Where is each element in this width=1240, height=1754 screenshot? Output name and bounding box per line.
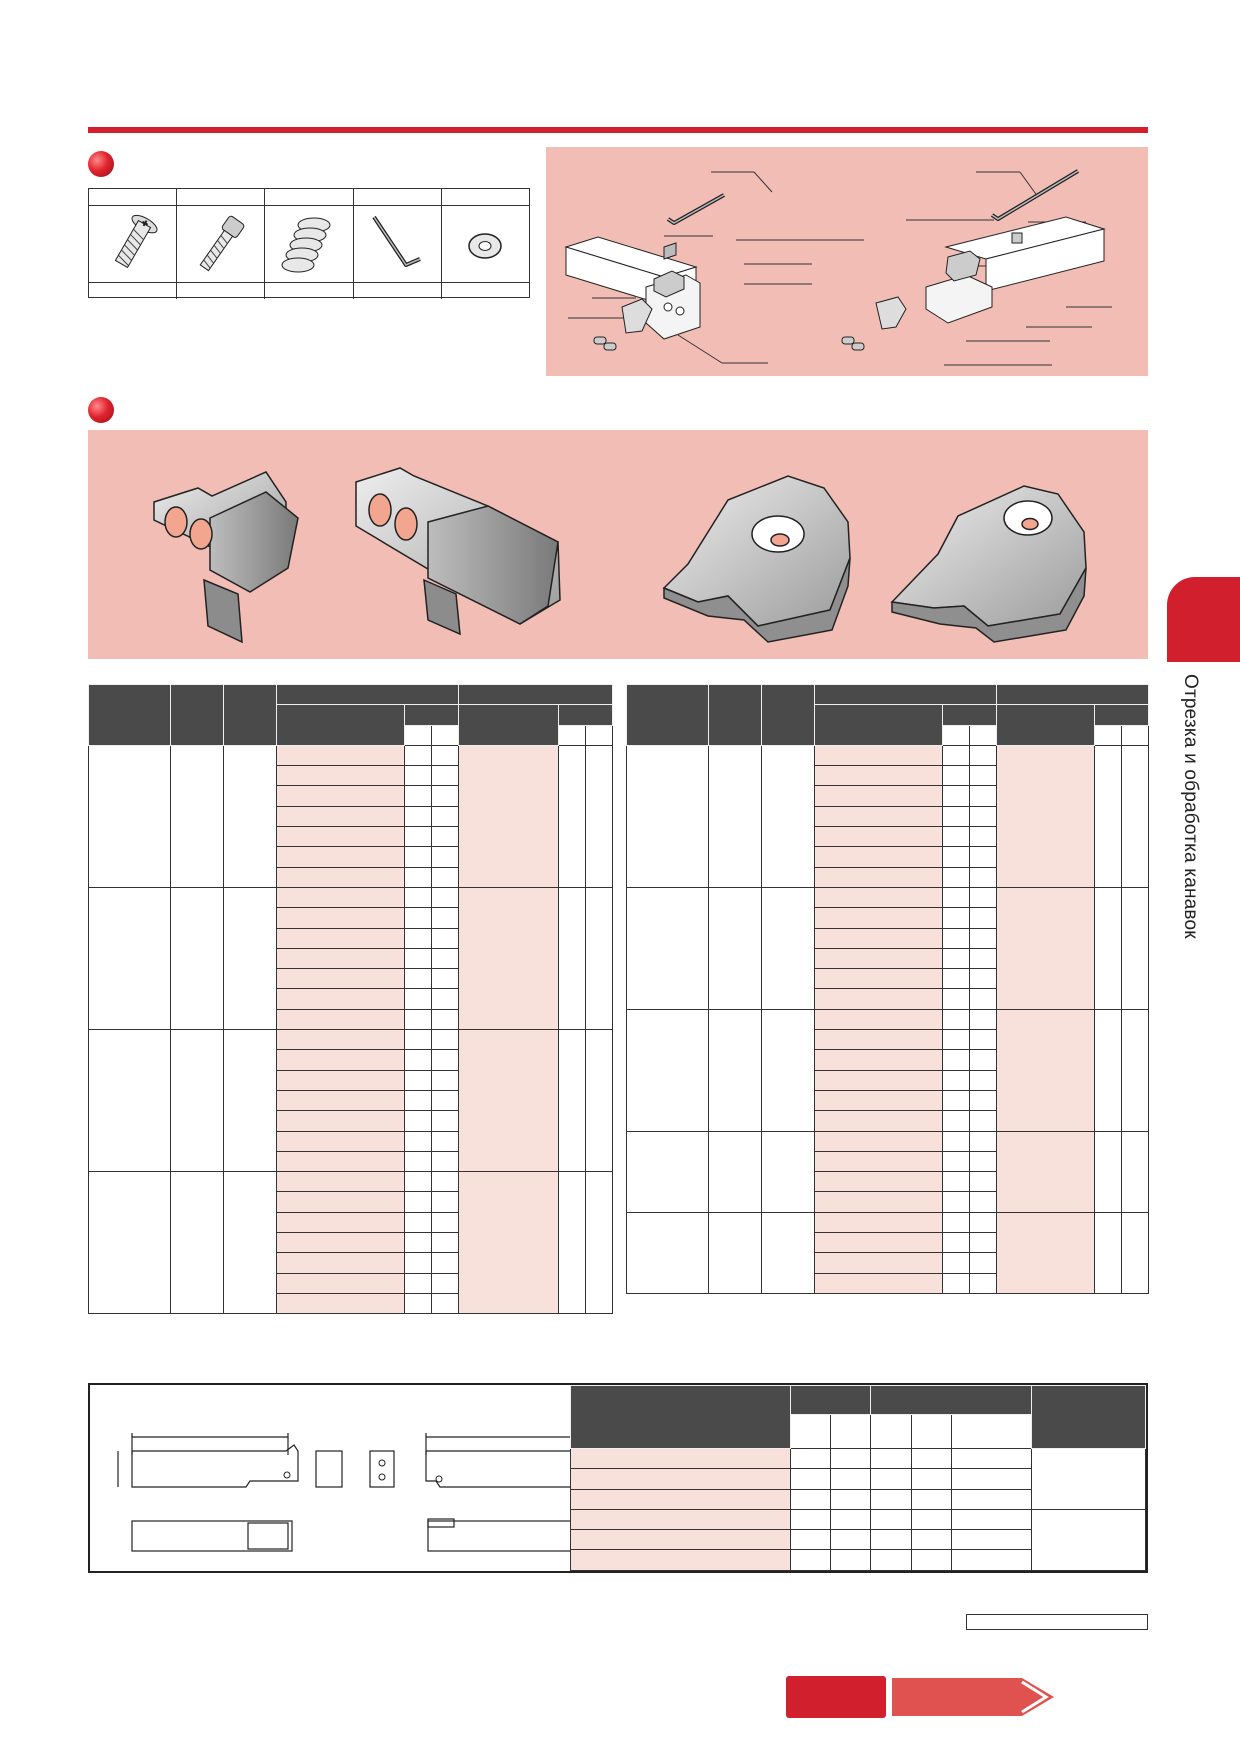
assembly-diagram-panel: [546, 147, 1148, 376]
clamp-block-1-icon: [154, 472, 298, 642]
spare-parts-table: [88, 188, 530, 298]
dimensions-table: [570, 1385, 1146, 1571]
clamp-lever-1-icon: [664, 476, 850, 642]
holder-dimension-drawing: [90, 1385, 630, 1571]
reference-box: [966, 1614, 1148, 1630]
section-bullet-icon: [88, 397, 114, 423]
spec-table-left: [88, 684, 613, 1314]
arrow-right-icon: [892, 1676, 1057, 1718]
parts-header-row: [89, 189, 529, 206]
assembly-diagram: [546, 147, 1148, 376]
nav-next-button[interactable]: [892, 1676, 1057, 1718]
header-rule: [88, 127, 1148, 133]
parts-image-row: [89, 206, 529, 282]
clamp-block-2-icon: [356, 468, 560, 634]
chapter-tab-label: Отрезка и обработка канавок: [1180, 674, 1201, 939]
screw-torx-icon: [89, 206, 177, 282]
nav-prev-button[interactable]: [786, 1676, 886, 1718]
chapter-tab: [1167, 577, 1240, 662]
parts-code-row: [89, 282, 529, 299]
dimensions-block: [88, 1383, 1148, 1573]
cap-screw-icon: [177, 206, 265, 282]
washer-icon: [442, 206, 529, 282]
spec-table-right: [626, 684, 1149, 1294]
hex-key-icon: [354, 206, 442, 282]
clamp-lever-2-icon: [892, 486, 1086, 642]
clamp-images-panel: [88, 430, 1148, 659]
section-bullet-icon: [88, 151, 114, 177]
spring-icon: [265, 206, 353, 282]
clamp-illustrations: [88, 430, 1148, 659]
